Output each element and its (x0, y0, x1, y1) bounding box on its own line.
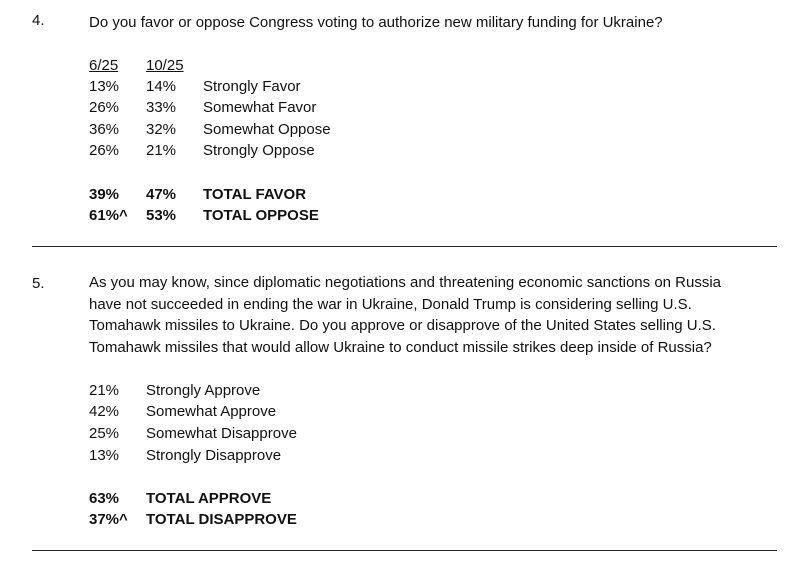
q4-response-label: Strongly Favor (203, 78, 301, 95)
q4-value-6-25: 26% (89, 142, 120, 159)
q4-total-label: TOTAL OPPOSE (203, 207, 319, 224)
q4-total-label: TOTAL FAVOR (203, 186, 307, 203)
q5-response-label: Somewhat Approve (146, 403, 277, 420)
question-4-text: Do you favor or oppose Congress voting to authorize new military funding for Ukraine? (89, 14, 663, 31)
q4-response-label: Somewhat Oppose (203, 121, 331, 138)
q5-response-label: Strongly Disapprove (146, 447, 282, 464)
q4-value-6-25: 36% (89, 121, 120, 138)
question-5-line: Tomahawk missiles to Ukraine. Do you approve or disapprove of the United States selling U.S. (89, 317, 716, 334)
question-number-4: 4. (32, 12, 45, 29)
question-5-text (89, 272, 779, 358)
q4-header-10-25: 10/25 (146, 57, 184, 74)
q4-total-6-25: 39% (89, 186, 120, 203)
q5-total-label: TOTAL DISAPPROVE (146, 511, 297, 528)
question-5-line: Tomahawk missiles that would allow Ukraine to conduct missile strikes deep inside of Russia? (89, 338, 712, 356)
q4-response-label: Strongly Oppose (203, 142, 315, 159)
q5-response-label: Strongly Approve (146, 382, 261, 399)
question-5-line: have not succeeded in ending the war in Ukraine, Donald Trump is considering selling U.S. (89, 295, 692, 313)
q5-total-value: 37%^ (89, 511, 128, 528)
q4-header-6-25: 6/25 (89, 57, 119, 74)
q4-value-10-25: 33% (146, 99, 177, 116)
q5-value: 13% (89, 447, 120, 464)
q4-value-6-25: 26% (89, 99, 120, 116)
question-number-5: 5. (32, 275, 45, 292)
question-5-line: As you may know, since diplomatic negotiations and threatening economic sanctions on Russia (89, 274, 722, 291)
q4-value-10-25: 32% (146, 121, 177, 138)
q5-response-label: Somewhat Disapprove (146, 425, 297, 442)
section-divider (32, 550, 777, 551)
q5-value: 42% (89, 403, 120, 420)
section-divider (32, 246, 777, 247)
q4-value-10-25: 14% (146, 78, 177, 95)
q4-total-10-25: 47% (146, 186, 177, 203)
q5-value: 21% (89, 382, 120, 399)
q5-total-value: 63% (89, 490, 120, 507)
q4-response-label: Somewhat Favor (203, 99, 317, 116)
q4-value-6-25: 13% (89, 78, 120, 95)
q5-total-label: TOTAL APPROVE (146, 490, 272, 507)
q4-total-10-25: 53% (146, 207, 177, 224)
q4-total-6-25: 61%^ (89, 207, 128, 224)
q4-value-10-25: 21% (146, 142, 177, 159)
q5-value: 25% (89, 425, 120, 442)
